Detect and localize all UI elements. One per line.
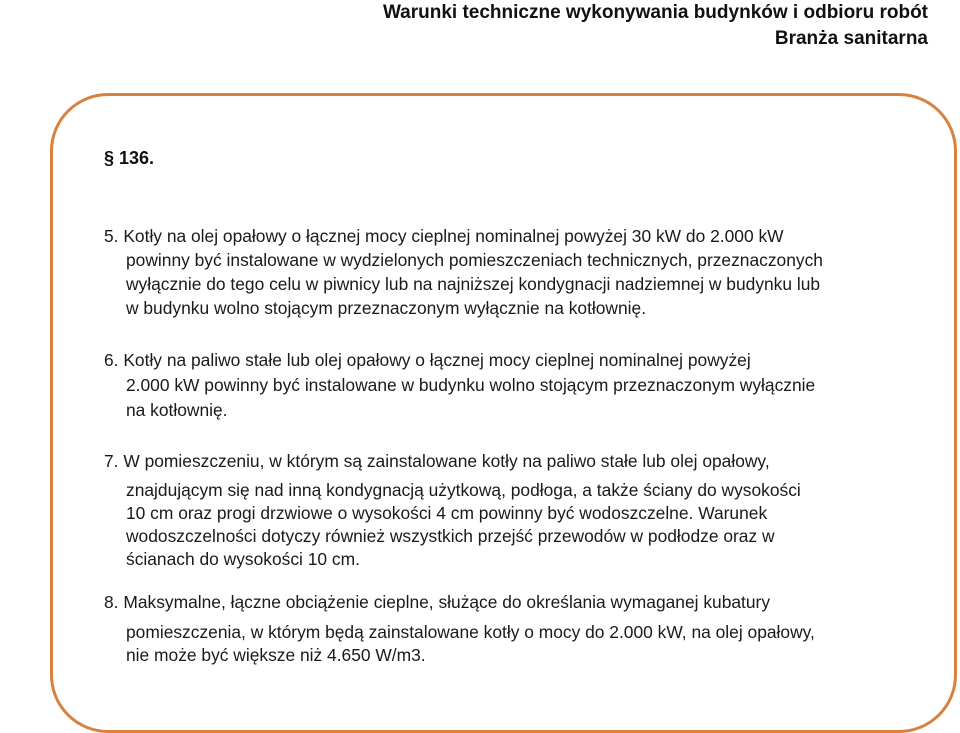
header-title: Warunki techniczne wykonywania budynków i odbioru robót [382, 2, 928, 23]
paragraph-line: znajdującym się nad inną kondygnacją użytkową, podłoga, a także ściany do wysokości [126, 480, 801, 500]
paragraph-line: 2.000 kW powinny być instalowane w budynku wolno stojącym przeznaczonym wyłącznie [126, 375, 816, 395]
paragraph-line: pomieszczenia, w którym będą zainstalowane kotły o mocy do 2.000 kW, na olej opałowy, [126, 622, 815, 642]
paragraph-line: na kotłownię. [126, 400, 228, 420]
paragraph-5 [104, 224, 954, 320]
paragraph-line: nie może być większe niż 4.650 W/m3. [126, 645, 426, 665]
paragraph-8 [104, 590, 954, 666]
paragraph-line: w budynku wolno stojącym przeznaczonym wyłącznie na kotłownię. [126, 298, 647, 318]
section-number: § 136. [104, 148, 155, 168]
paragraph-7 [104, 448, 954, 571]
document-header [383, 0, 928, 52]
paragraph-line: 10 cm oraz progi drzwiowe o wysokości 4 cm powinny być wodoszczelne. Warunek [126, 503, 768, 523]
paragraph-line: wyłącznie do tego celu w piwnicy lub na najniższej kondygnacji nadziemnej w budynku lub [126, 274, 821, 294]
paragraph-line: 7. W pomieszczeniu, w którym są zainstalowane kotły na paliwo stałe lub olej opałowy, [104, 451, 770, 471]
paragraph-line: powinny być instalowane w wydzielonych pomieszczeniach technicznych, przeznaczonych [126, 250, 823, 270]
header-subtitle: Branża sanitarna [774, 28, 928, 49]
paragraph-line: 8. Maksymalne, łączne obciążenie cieplne, służące do określania wymaganej kubatury [104, 592, 771, 612]
paragraph-line: 6. Kotły na paliwo stałe lub olej opałowy o łącznej mocy cieplnej nominalnej powyżej [104, 350, 751, 370]
paragraph-line: wodoszczelności dotyczy również wszystkich przejść przewodów w podłodze oraz w [126, 526, 775, 546]
paragraph-line: 5. Kotły na olej opałowy o łącznej mocy cieplnej nominalnej powyżej 30 kW do 2.000 kW [104, 226, 784, 246]
paragraph-line: ścianach do wysokości 10 cm. [126, 549, 360, 569]
paragraph-6 [104, 348, 954, 423]
